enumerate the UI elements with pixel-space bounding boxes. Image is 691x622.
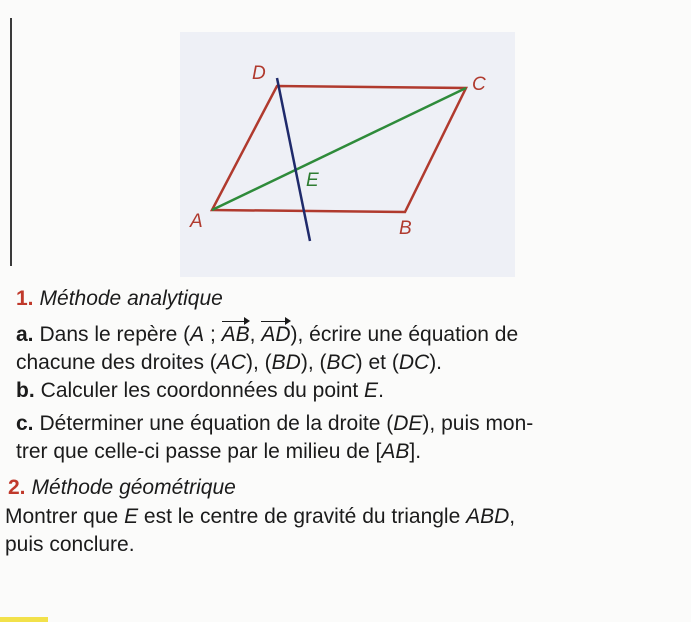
text: ].	[409, 440, 422, 463]
line-de	[277, 78, 310, 241]
point-label-a: A	[190, 211, 203, 232]
part2-line1	[5, 505, 515, 529]
line-bd-label: BD	[271, 351, 301, 374]
text: trer que celle-ci passe par le milieu de [	[16, 440, 382, 463]
triangle-abd-label: ABD	[466, 505, 510, 528]
question-c-line1	[16, 412, 533, 436]
question-a-line1	[16, 323, 518, 347]
text: .	[378, 379, 384, 402]
question-a-text: Dans le repère (	[39, 323, 191, 346]
question-a-text-end: ), écrire une équation de	[290, 323, 519, 346]
text: ,	[509, 505, 516, 528]
question-a-line2	[16, 351, 442, 375]
question-b-label: b.	[16, 379, 35, 402]
text: ), puis mon-	[422, 412, 534, 435]
text: Montrer que	[5, 505, 125, 528]
origin-a: A	[190, 323, 205, 346]
text: ), (	[300, 351, 327, 374]
line-de-label: DE	[393, 412, 423, 435]
part2-line2: puis conclure.	[5, 533, 135, 556]
text: ), (	[245, 351, 272, 374]
text: chacune des droites (	[16, 351, 217, 374]
point-label-b: B	[399, 218, 412, 239]
point-e-ref: E	[124, 505, 139, 528]
line-ac-label: AC	[216, 351, 246, 374]
point-label-d: D	[252, 63, 266, 84]
point-e-ref: E	[364, 379, 379, 402]
diagonal-ac	[212, 88, 466, 210]
part1-title: Méthode analytique	[39, 287, 223, 310]
parallelogram-figure	[0, 0, 691, 290]
line-dc-label: DC	[398, 351, 430, 374]
text: est le centre de gravité du triangle	[138, 505, 467, 528]
question-c-line2	[16, 440, 421, 464]
comma: ,	[249, 323, 262, 346]
point-label-c: C	[472, 74, 486, 95]
segment-ab-label: AB	[381, 440, 410, 463]
vector-ab: AB	[221, 323, 250, 346]
part1-heading	[16, 287, 223, 311]
separator: ;	[204, 323, 222, 346]
part2-heading	[8, 476, 236, 500]
question-b	[16, 379, 384, 403]
line-bc-label: BC	[326, 351, 356, 374]
part2-title: Méthode géométrique	[31, 476, 236, 499]
text: ) et (	[355, 351, 399, 374]
part2-number: 2.	[8, 476, 26, 499]
question-c-label: c.	[16, 412, 34, 435]
question-c-text: Déterminer une équation de la droite (	[39, 412, 394, 435]
question-b-text: Calculer les coordonnées du point	[40, 379, 365, 402]
point-label-e: E	[306, 170, 319, 191]
highlight-mark	[0, 617, 48, 622]
part1-number: 1.	[16, 287, 34, 310]
text: ).	[429, 351, 443, 374]
question-a-label: a.	[16, 323, 34, 346]
vector-ad: AD	[261, 323, 291, 346]
